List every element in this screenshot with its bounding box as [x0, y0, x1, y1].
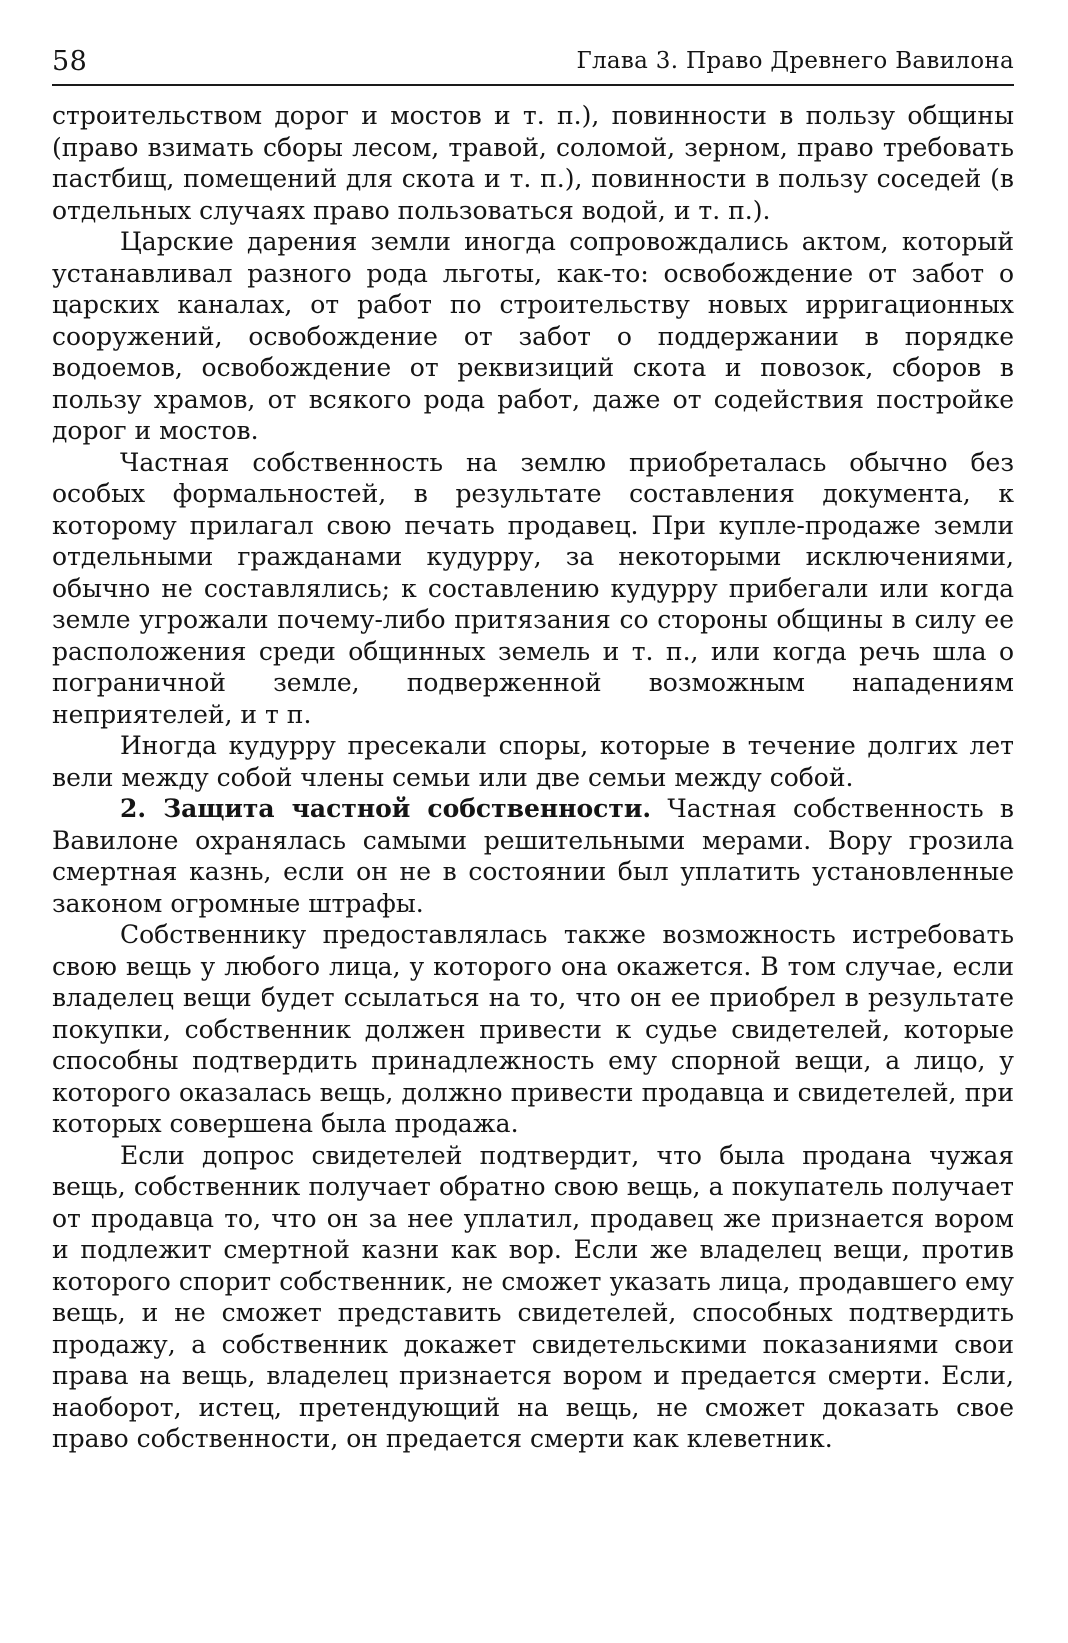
- paragraph-text: Частная собственность в Вавилоне охранялась самыми решительными мерами. Вору грозила смертная казнь, если он не в состоянии был уплатить установленные законом огромные штрафы.: [52, 794, 1014, 918]
- paragraph-text: Собственнику предоставлялась также возможность истребовать свою вещь у любого лица, у которого она окажется. В том случае, если владелец вещи будет ссылаться на то, что он ее приобрел в результате покупки, собственник должен привести к судье свидетелей, которые способны подтвердить принадлежность ему спорной вещи, а лицо, у которого оказалась вещь, должно привести продавца и свидетелей, при которых совершена была продажа.: [52, 920, 1014, 1138]
- paragraph-text: Царские дарения земли иногда сопровождались актом, который устанавливал разного рода льготы, как-то: освобождение от забот о царских каналах, от работ по строительству новых ирригационных сооружений, освобождение от забот о поддержании в порядке водоемов, освобождение от реквизиций скота и повозок, сборов в пользу храмов, от всякого рода работ, даже от содействия постройке дорог и мостов.: [52, 227, 1014, 445]
- paragraph-section-2: [52, 793, 1014, 919]
- paragraph-royal-grants: [52, 226, 1014, 447]
- page-number: 58: [52, 46, 88, 77]
- book-page: [52, 40, 1014, 1455]
- paragraph-text: Иногда кудурру пресекали споры, которые в течение долгих лет вели между собой члены семьи или две семьи между собой.: [52, 731, 1014, 792]
- running-header: [52, 40, 1014, 86]
- section-heading: 2. Защита частной собственности.: [120, 794, 652, 823]
- paragraph-witness-testimony: [52, 1140, 1014, 1455]
- paragraph-text: строительством дорог и мостов и т. п.), повинности в пользу общины (право взимать сборы лесом, травой, соломой, зерном, право требовать пастбищ, помещений для скота и т. п.), повинности в пользу соседей (в отдельных случаях право пользоваться водой, и т. п.).: [52, 101, 1014, 225]
- chapter-title: Глава 3. Право Древнего Вавилона: [576, 48, 1014, 74]
- paragraph-text: Частная собственность на землю приобреталась обычно без особых формальностей, в результате составления документа, к которому прилагал свою печать продавец. При купле-продаже земли отдельными гражданами кудурру, за некоторыми исключениями, обычно не составлялись; к составлению кудурру прибегали или когда земле угрожали почему-либо притязания со стороны общины в силу ее расположения среди общинных земель и т. п., или когда речь шла о пограничной земле, подверженной возможным нападениям неприятелей, и т п.: [52, 447, 1014, 729]
- paragraph-kudurru-disputes: [52, 730, 1014, 793]
- paragraph-private-property: [52, 447, 1014, 731]
- body-text: [52, 100, 1014, 1455]
- paragraph-continuation: [52, 100, 1014, 226]
- paragraph-text: Если допрос свидетелей подтвердит, что была продана чужая вещь, собственник получает обратно свою вещь, а покупатель получает от продавца то, что он за нее уплатил, продавец же признается вором и подлежит смертной казни как вор. Если же владелец вещи, против которого спорит собственник, не сможет указать лица, продавшего ему вещь, и не сможет представить свидетелей, способных подтвердить продажу, а собственник докажет свидетельскими показаниями свои права на вещь, владелец признается вором и предается смерти. Если, наоборот, истец, претендующий на вещь, не сможет доказать свое право собственности, он предается смерти как клеветник.: [52, 1140, 1014, 1453]
- paragraph-owner-claim: [52, 919, 1014, 1140]
